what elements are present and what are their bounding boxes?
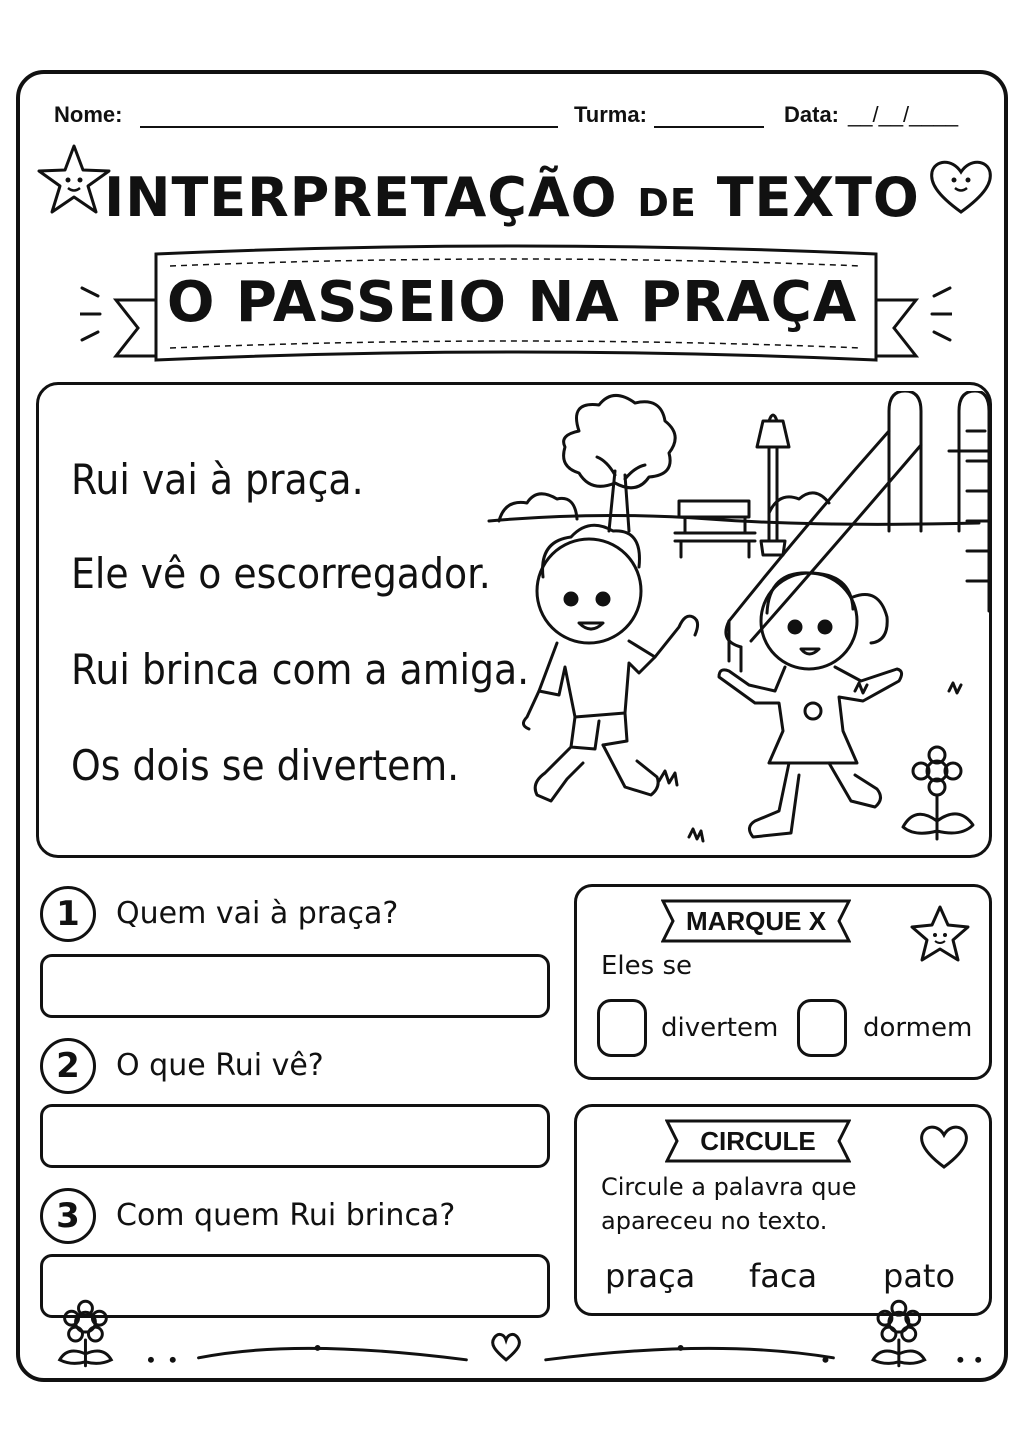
- heart-icon: [917, 1121, 971, 1171]
- worksheet-title: INTERPRETAÇÃO DE TEXTO: [104, 166, 920, 229]
- class-field[interactable]: [654, 126, 764, 128]
- mark-x-prompt: Eles se: [601, 951, 692, 981]
- flower-face-icon: [873, 1301, 925, 1365]
- checkbox-option-2[interactable]: [797, 999, 847, 1057]
- worksheet: [16, 70, 1008, 1382]
- question-number: 2: [40, 1038, 96, 1094]
- circle-instruction: apareceu no texto.: [601, 1207, 828, 1235]
- circle-word-option[interactable]: pato: [883, 1257, 956, 1295]
- question-number: 3: [40, 1188, 96, 1244]
- flower-face-icon: [60, 1301, 112, 1365]
- date-field[interactable]: __/__/____: [848, 102, 959, 127]
- question-number: 1: [40, 886, 96, 942]
- class-label: Turma:: [574, 102, 647, 127]
- date-label: Data:: [784, 102, 840, 127]
- story-line: Rui vai à praça.: [71, 455, 364, 504]
- circle-tag: CIRCULE: [665, 1119, 851, 1163]
- story-line: Rui brinca com a amiga.: [71, 645, 530, 694]
- circle-instruction: Circule a palavra que: [601, 1173, 857, 1201]
- answer-box-2[interactable]: [40, 1104, 550, 1168]
- question-text: O que Rui vê?: [116, 1048, 324, 1083]
- name-label: Nome:: [54, 102, 123, 127]
- mark-x-tag: MARQUE X: [661, 899, 851, 943]
- story-line: Ele vê o escorregador.: [71, 549, 491, 598]
- story-title: O PASSEIO NA PRAÇA: [166, 270, 858, 335]
- story-box: [36, 382, 992, 858]
- header-fields: [50, 102, 974, 136]
- question-text: Quem vai à praça?: [116, 896, 399, 931]
- checkbox-option-1[interactable]: [597, 999, 647, 1057]
- circle-panel: [574, 1104, 992, 1316]
- option-label: dormem: [863, 1013, 973, 1043]
- story-line: Os dois se divertem.: [71, 741, 460, 790]
- footer-decoration: [20, 1298, 1004, 1378]
- star-icon: [907, 903, 973, 965]
- circle-word-option[interactable]: praça: [605, 1257, 696, 1295]
- name-field[interactable]: [140, 126, 558, 128]
- question-text: Com quem Rui brinca?: [116, 1198, 456, 1233]
- circle-word-option[interactable]: faca: [749, 1257, 818, 1295]
- park-illustration: [479, 391, 989, 853]
- mark-x-panel: [574, 884, 992, 1080]
- answer-box-1[interactable]: [40, 954, 550, 1018]
- option-label: divertem: [661, 1013, 779, 1043]
